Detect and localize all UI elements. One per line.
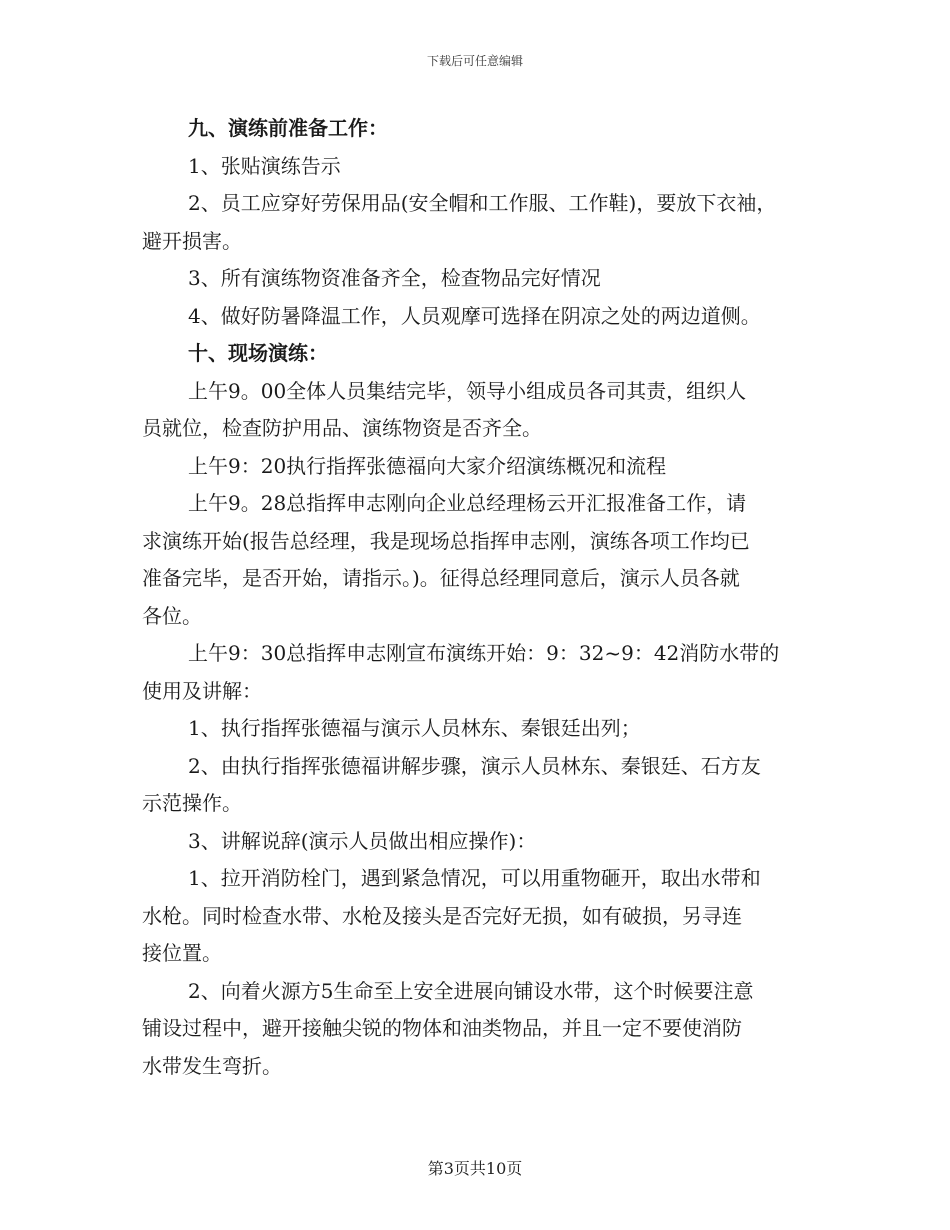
paragraph-line: 1、拉开消防栓门，遇到紧急情况，可以用重物砸开，取出水带和	[188, 866, 761, 890]
paragraph-line: 4、做好防暑降温工作，人员观摩可选择在阴凉之处的两边道侧。	[188, 303, 761, 328]
paragraph-line: 3、所有演练物资准备齐全，检查物品完好情况	[188, 266, 601, 290]
paragraph-line: 3、讲解说辞(演示人员做出相应操作)：	[188, 828, 537, 853]
paragraph-line: 避开损害。	[142, 228, 242, 253]
page-footer: 第3页共10页	[427, 1159, 523, 1178]
section-heading: 九、演练前准备工作：	[188, 116, 388, 140]
paragraph-line: 水带发生弯折。	[142, 1053, 282, 1078]
page-header: 下载后可任意编辑	[426, 54, 523, 68]
paragraph-line: 准备完毕，是否开始，请指示。)。征得总经理同意后，演示人员各就	[142, 566, 740, 590]
paragraph-line: 2、由执行指挥张德福讲解步骤，演示人员林东、秦银廷、石方友	[188, 753, 761, 778]
paragraph-line: 使用及讲解：	[142, 678, 262, 703]
paragraph-line: 示范操作。	[142, 791, 242, 815]
paragraph-line: 2、向着火源方5生命至上安全进展向铺设水带，这个时候要注意	[188, 978, 754, 1003]
paragraph-line: 1、张贴演练告示	[188, 153, 341, 178]
paragraph-line: 上午9：30总指挥申志刚宣布演练开始：9：32~9：42消防水带的	[188, 641, 780, 665]
paragraph-line: 接位置。	[142, 941, 222, 965]
paragraph-line: 水枪。同时检查水带、水枪及接头是否完好无损，如有破损，另寻连	[142, 903, 742, 928]
paragraph-line: 求演练开始(报告总经理，我是现场总指挥申志刚，演练各项工作均已	[142, 528, 750, 553]
paragraph-line: 各位。	[142, 603, 202, 628]
paragraph-line: 上午9：20执行指挥张德福向大家介绍演练概况和流程	[188, 453, 667, 478]
document-body	[142, 110, 822, 1085]
paragraph-line: 上午9。28总指挥申志刚向企业总经理杨云开汇报准备工作，请	[188, 491, 747, 515]
paragraph-line: 1、执行指挥张德福与演示人员林东、秦银廷出列；	[188, 716, 641, 740]
section-heading: 十、现场演练：	[188, 341, 328, 365]
paragraph-line: 上午9。00全体人员集结完毕，领导小组成员各司其责，组织人	[188, 378, 747, 403]
paragraph-line: 铺设过程中，避开接触尖锐的物体和油类物品，并且一定不要使消防	[142, 1016, 742, 1040]
paragraph-line: 员就位，检查防护用品、演练物资是否齐全。	[142, 416, 542, 440]
paragraph-line: 2、员工应穿好劳保用品(安全帽和工作服、工作鞋)，要放下衣袖，	[188, 191, 777, 215]
